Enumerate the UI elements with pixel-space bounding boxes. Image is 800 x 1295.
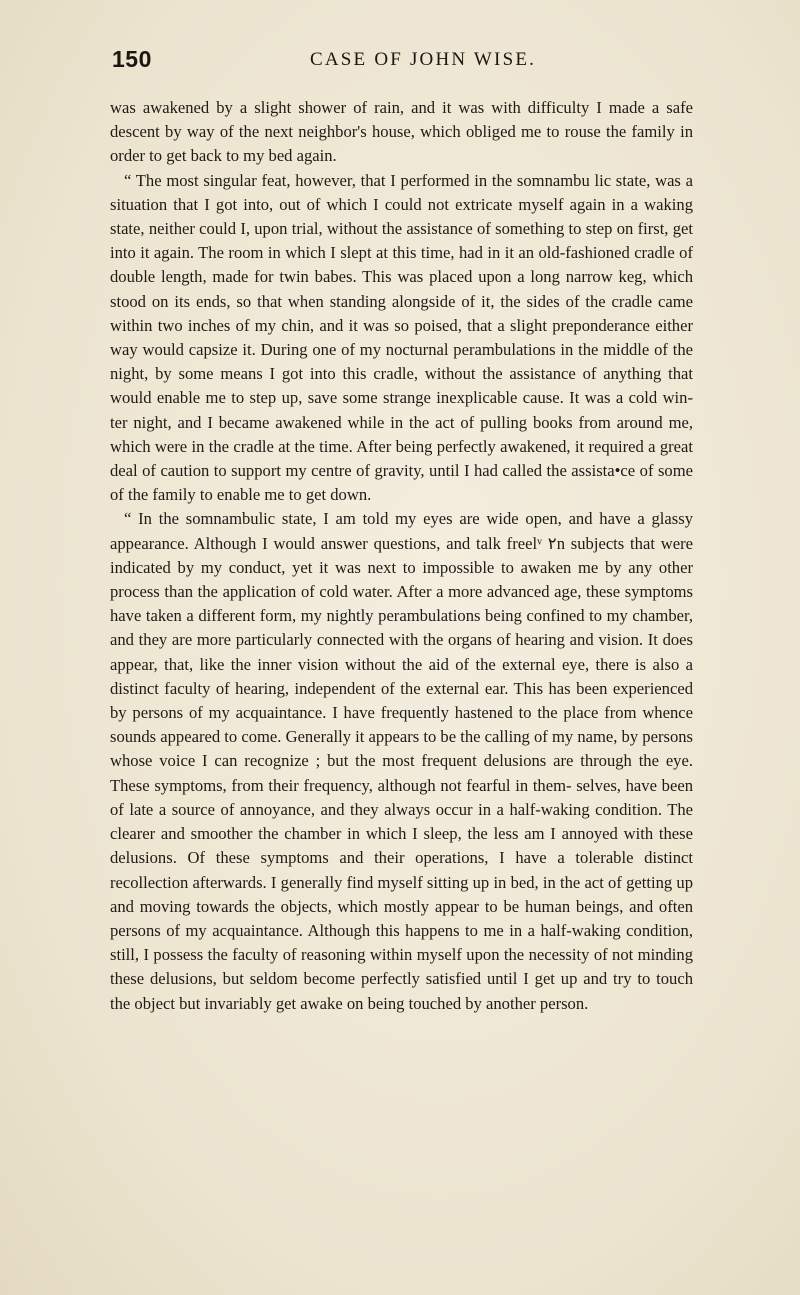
paragraph-cradle-story: “ The most singular feat, however, that I performed in the somnambu lic state, was a situation that I got into, out of which I could not extricate myself again in a waking state, neither could I, upon trial, without the assistance of something to step on first, get into it again. The room in which I slept at this time, had in it an old-fashioned cradle of double length, made for twin babes. This was placed upon a long narrow keg, which stood on its ends, so that when standing alongside of it, the sides of the cradle came within two inches of my chin, and it was so poised, that a slight preponderance either way would capsize it. During one of my nocturnal perambulations in the middle of the night, by some means I got into this cradle, without the assistance of anything that would enable me to step up, save some strange inexplicable cause. It was a cold win- ter night, and I became awakened while in the act of pulling books from around me, which were in the cradle at the time. After being perfectly awakened, it required a great deal of caution to support my centre of gravity, until I had called the assista•ce of some of the family to enable me to get down. [110,170,693,505]
body-text [110,96,693,1016]
page-number: 150 [112,46,152,72]
page-header [112,46,672,76]
paragraph-continued: was awakened by a slight shower of rain, and it was with difficulty I made a safe descent by way of the next neighbor's house, which obliged me to rouse the family in order to get back to my bed again. [110,98,693,166]
paragraph-somnambulic-state: “ In the somnambulic state, I am told my eyes are wide open, and have a glassy appearance. Although I would answer questions, and talk freelᵛ ٢n subjects that were indicated by my conduct, yet it was next to impossible to awaken me by any other process than the application of cold water. After a more advanced age, these symptoms have taken a different form, my nightly perambulations being confined to my chamber, and they are more particularly connected with the organs of hearing and vision. It does appear, that, like the inner vision without the aid of the external eye, there is also a distinct faculty of hearing, independent of the external ear. This has been experienced by persons of my acquaintance. I have frequently hastened to the place from whence sounds appeared to come. Generally it appears to be the calling of my name, by persons whose voice I can recognize ; but the most frequent delusions are through the eye. These symptoms, from their frequency, although not fearful in them- selves, have been of late a source of annoyance, and they always occur in a half-waking condition. The clearer and smoother the chamber in which I sleep, the less am I annoyed with these delusions. Of these symptoms and their operations, I have a tolerable distinct recollection afterwards. I generally find myself sitting up in bed, in the act of getting up and moving towards the objects, which mostly appear to be human beings, and often persons of my acquaintance. Although this happens to me in a half-waking condition, still, I possess the faculty of reasoning within myself upon the necessity of not minding these delusions, but seldom become perfectly satisfied until I get up and try to touch the object but invariably get awake on being touched by another person. [110,509,693,1013]
running-title: CASE OF JOHN WISE. [310,49,537,70]
